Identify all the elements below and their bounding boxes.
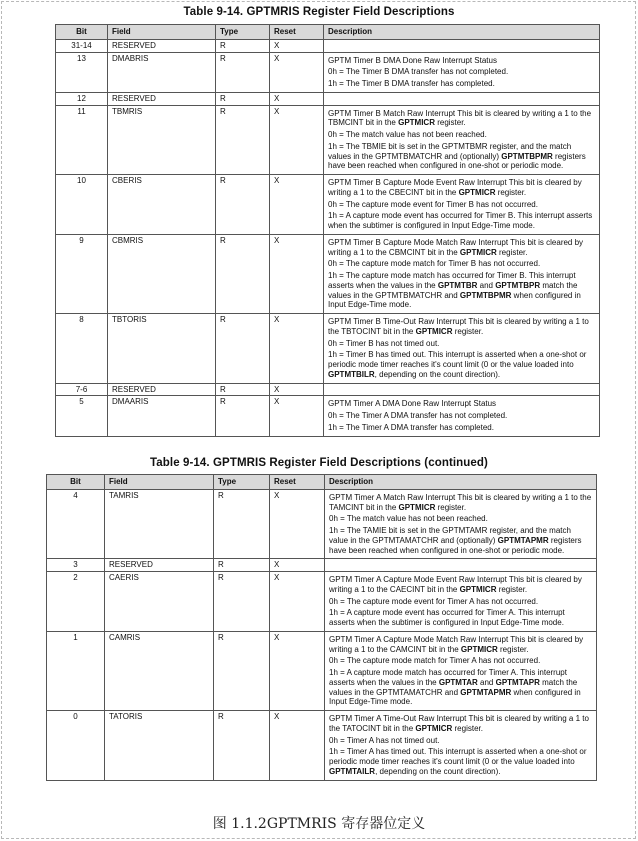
- register-table: [55, 24, 600, 437]
- register-name: GPTMTBR: [437, 280, 478, 290]
- register-name: GPTMTAPMR: [460, 687, 512, 697]
- cell-description: [324, 92, 600, 105]
- cell-bit: 13: [56, 52, 108, 92]
- cell-field: TATORIS: [105, 711, 214, 781]
- description-text: register.: [434, 118, 466, 128]
- cell-description: [325, 711, 597, 781]
- cell-bit: 8: [56, 314, 108, 384]
- cell-description: [324, 39, 600, 52]
- description-text: match the values in the GPTMTBMATCHR and: [328, 280, 578, 300]
- description-line: [328, 211, 595, 231]
- table-row: [56, 92, 600, 105]
- cell-type: R: [214, 572, 270, 632]
- cell-type: R: [216, 314, 270, 384]
- cell-field: CBMRIS: [108, 234, 216, 313]
- cell-type: R: [216, 383, 270, 396]
- description-line: [328, 259, 595, 269]
- cell-reset: X: [270, 559, 325, 572]
- cell-reset: X: [270, 52, 324, 92]
- description-text: register.: [496, 584, 528, 594]
- cell-bit: 2: [47, 572, 105, 632]
- table-row: [56, 52, 600, 92]
- register-name: GPTMTBPMR: [501, 151, 553, 161]
- cell-field: DMAARIS: [108, 396, 216, 436]
- header-type: Type: [216, 25, 270, 40]
- table-row: [56, 175, 600, 235]
- description-text: match the values in the GPTMTAMATCHR and: [329, 677, 578, 697]
- description-text: 1h = The capture mode match has occurred for Timer B. This interrupt asserts when the values in the: [328, 271, 576, 290]
- description-line: [328, 411, 595, 421]
- description-line: [329, 526, 592, 555]
- table-header-row: [47, 475, 597, 490]
- cell-field: CAERIS: [105, 572, 214, 632]
- description-text: register.: [435, 502, 467, 512]
- description-line: [329, 493, 592, 513]
- cell-description: [325, 559, 597, 572]
- cell-reset: X: [270, 105, 324, 175]
- cell-field: TAMRIS: [105, 489, 214, 559]
- description-line: [329, 635, 592, 655]
- header-description: Description: [325, 475, 597, 490]
- description-line: [328, 423, 595, 433]
- table-title: Table 9-14. GPTMRIS Register Field Descriptions: [183, 6, 455, 18]
- header-bit: Bit: [56, 25, 108, 40]
- table-row: [47, 489, 597, 559]
- cell-description: [325, 572, 597, 632]
- description-line: [328, 56, 595, 66]
- description-text: 1h = Timer A has timed out. This interrupt is asserted when a one-shot or periodic mode timer reaches it's count limit (0 or the value loaded into: [329, 747, 587, 766]
- cell-reset: X: [270, 234, 324, 313]
- cell-type: R: [214, 489, 270, 559]
- table-row: [47, 559, 597, 572]
- description-text: GPTM Timer B Match Raw Interrupt This bit is cleared by writing a 1 to the TBMCINT bit in the: [328, 108, 592, 128]
- cell-reset: X: [270, 489, 325, 559]
- header-reset: Reset: [270, 25, 324, 40]
- description-text: 1h = Timer B has timed out. This interrupt is asserted when a one-shot or periodic mode timer reaches it's count limit (0 or the value loaded into: [328, 350, 587, 369]
- description-text: 1h = A capture mode event has occurred for Timer A. This interrupt asserts when the subtimer is configured in Input Edge-Time mode.: [329, 608, 565, 627]
- register-name: GPTMICR: [459, 584, 497, 594]
- cell-type: R: [216, 175, 270, 235]
- cell-bit: 10: [56, 175, 108, 235]
- table-row: [56, 396, 600, 436]
- description-line: [328, 79, 595, 89]
- cell-bit: 12: [56, 92, 108, 105]
- cell-type: R: [214, 711, 270, 781]
- cell-description: [324, 396, 600, 436]
- header-field: Field: [105, 475, 214, 490]
- cell-field: CAMRIS: [105, 631, 214, 710]
- description-text: GPTM Timer B Time-Out Raw Interrupt This bit is cleared by writing a 1 to the TBTOCINT bit in the: [328, 317, 589, 336]
- header-type: Type: [214, 475, 270, 490]
- cell-reset: X: [270, 396, 324, 436]
- cell-field: RESERVED: [108, 39, 216, 52]
- header-field: Field: [108, 25, 216, 40]
- register-name: GPTMICR: [398, 118, 435, 128]
- description-line: [329, 714, 592, 734]
- figure-caption: 图 1.1.2GPTMRIS 寄存器位定义: [212, 816, 426, 832]
- cell-reset: X: [270, 39, 324, 52]
- cell-field: RESERVED: [108, 383, 216, 396]
- description-text: GPTM Timer A Match Raw Interrupt This bit is cleared by writing a 1 to the TAMCINT bit in the: [329, 492, 592, 512]
- cell-bit: 7-6: [56, 383, 108, 396]
- header-description: Description: [324, 25, 600, 40]
- register-name: GPTMTAPR: [495, 677, 540, 687]
- register-name: GPTMTAPMR: [497, 535, 549, 545]
- description-text: register.: [452, 326, 484, 336]
- description-text: 1h = The TAMIE bit is set in the GPTMTAMR register, and the match value in the GPTMTAMATCHR and (optionally): [329, 526, 571, 545]
- register-name: GPTMICR: [398, 502, 436, 512]
- table-row: [47, 711, 597, 781]
- cell-description: [325, 631, 597, 710]
- description-line: [328, 142, 595, 171]
- description-text: 0h = The match value has not been reached.: [329, 514, 488, 524]
- table-row: [56, 105, 600, 175]
- register-name: GPTMTBILR: [328, 369, 375, 379]
- description-line: [328, 67, 595, 77]
- description-text: GPTM Timer A Time-Out Raw Interrupt This bit is cleared by writing a 1 to the TATOCINT bit in the: [329, 714, 589, 733]
- description-text: GPTM Timer A Capture Mode Event Raw Interrupt This bit is cleared by writing a 1 to the CAECINT bit in the: [329, 575, 582, 594]
- description-line: [328, 178, 595, 198]
- description-text: 0h = Timer B has not timed out.: [328, 338, 440, 348]
- cell-bit: 9: [56, 234, 108, 313]
- table-row: [56, 39, 600, 52]
- cell-description: [324, 383, 600, 396]
- description-text: GPTM Timer A DMA Done Raw Interrupt Status: [328, 399, 497, 409]
- cell-field: TBMRIS: [108, 105, 216, 175]
- cell-reset: X: [270, 383, 324, 396]
- description-text: GPTM Timer A Capture Mode Match Raw Interrupt This bit is cleared by writing a 1 to the CAMCINT bit in the: [329, 634, 584, 654]
- cell-description: [324, 52, 600, 92]
- cell-field: TBTORIS: [108, 314, 216, 384]
- cell-description: [324, 314, 600, 384]
- description-text: GPTM Timer B DMA Done Raw Interrupt Status: [328, 55, 497, 65]
- cell-type: R: [214, 631, 270, 710]
- description-line: [329, 514, 592, 524]
- description-text: register.: [497, 644, 529, 654]
- cell-type: R: [214, 559, 270, 572]
- description-text: 1h = The Timer A DMA transfer has completed.: [328, 422, 494, 432]
- description-line: [329, 597, 592, 607]
- cell-description: [324, 234, 600, 313]
- description-line: [328, 350, 595, 379]
- cell-reset: X: [270, 711, 325, 781]
- description-text: 1h = A capture mode match has occurred for Timer A. This interrupt asserts when the values in the: [329, 668, 567, 687]
- description-line: [328, 130, 595, 140]
- table-row: [47, 631, 597, 710]
- cell-bit: 11: [56, 105, 108, 175]
- description-line: [328, 109, 595, 129]
- register-name: GPTMICR: [415, 326, 453, 336]
- description-text: 1h = A capture mode event has occurred for Timer B. This interrupt asserts when the subtimer is configured in Input Edge-Time mode.: [328, 211, 593, 230]
- register-name: GPTMTAILR: [329, 766, 376, 776]
- description-text: registers have been reached when configured in one-shot or periodic mode.: [328, 151, 586, 171]
- table-body: [47, 489, 597, 780]
- table-title-continued: Table 9-14. GPTMRIS Register Field Descriptions (continued): [150, 457, 488, 469]
- description-text: GPTM Timer B Capture Mode Match Raw Interrupt This bit is cleared by writing a 1 to the CBMCINT bit in the: [328, 237, 584, 257]
- register-table-continued: [46, 474, 597, 781]
- description-text: and: [477, 280, 496, 290]
- header-reset: Reset: [270, 475, 325, 490]
- description-line: [328, 271, 595, 310]
- cell-type: R: [216, 39, 270, 52]
- description-text: 0h = The capture mode match for Timer A has not occurred.: [329, 656, 541, 666]
- description-line: [328, 399, 595, 409]
- description-text: 1h = The TBMIE bit is set in the GPTMTBMR register, and the match values in the GPTMTBMATCHR and (optionally): [328, 141, 572, 161]
- table-row: [47, 572, 597, 632]
- description-line: [328, 200, 595, 210]
- table-header-row: [56, 25, 600, 40]
- register-name: GPTMICR: [458, 187, 496, 197]
- cell-type: R: [216, 92, 270, 105]
- cell-bit: 0: [47, 711, 105, 781]
- description-text: 0h = The Timer A DMA transfer has not completed.: [328, 411, 508, 420]
- description-text: when configured in Input Edge-Time mode.: [328, 290, 581, 310]
- cell-reset: X: [270, 631, 325, 710]
- description-text: registers have been reached when configured in one-shot or periodic mode.: [329, 535, 582, 555]
- description-text: register.: [496, 247, 528, 257]
- description-line: [329, 575, 592, 595]
- cell-type: R: [216, 52, 270, 92]
- cell-type: R: [216, 234, 270, 313]
- cell-field: RESERVED: [105, 559, 214, 572]
- register-name: GPTMTAR: [438, 677, 478, 687]
- description-text: 0h = The capture mode event for Timer B has not occurred.: [328, 199, 538, 209]
- register-name: GPTMTBPMR: [459, 290, 512, 300]
- table-body: [56, 39, 600, 436]
- description-line: [328, 317, 595, 337]
- cell-type: R: [216, 105, 270, 175]
- description-text: 0h = Timer A has not timed out.: [329, 735, 440, 745]
- description-line: [328, 238, 595, 258]
- table-row: [56, 314, 600, 384]
- description-text: GPTM Timer B Capture Mode Event Raw Interrupt This bit is cleared by writing a 1 to the CBECINT bit in the: [328, 178, 582, 197]
- cell-bit: 1: [47, 631, 105, 710]
- description-text: , depending on the count direction).: [375, 766, 501, 776]
- description-text: , depending on the count direction).: [374, 369, 501, 379]
- cell-reset: X: [270, 175, 324, 235]
- cell-type: R: [216, 396, 270, 436]
- description-line: [328, 339, 595, 349]
- description-line: [329, 747, 592, 776]
- description-text: 0h = The Timer B DMA transfer has not completed.: [328, 67, 509, 77]
- description-text: 0h = The capture mode match for Timer B has not occurred.: [328, 259, 541, 269]
- description-text: when configured in Input Edge-Time mode.: [329, 687, 581, 707]
- cell-field: RESERVED: [108, 92, 216, 105]
- description-line: [329, 736, 592, 746]
- register-name: GPTMTBPR: [495, 280, 541, 290]
- register-name: GPTMICR: [415, 723, 453, 733]
- cell-reset: X: [270, 92, 324, 105]
- cell-bit: 31-14: [56, 39, 108, 52]
- cell-field: CBERIS: [108, 175, 216, 235]
- description-line: [329, 656, 592, 666]
- cell-bit: 5: [56, 396, 108, 436]
- description-text: register.: [452, 723, 483, 733]
- cell-bit: 4: [47, 489, 105, 559]
- cell-description: [324, 105, 600, 175]
- register-name: GPTMICR: [459, 247, 497, 257]
- cell-field: DMABRIS: [108, 52, 216, 92]
- cell-bit: 3: [47, 559, 105, 572]
- description-text: 0h = The capture mode event for Timer A has not occurred.: [329, 596, 539, 606]
- description-line: [329, 608, 592, 628]
- register-name: GPTMICR: [460, 644, 498, 654]
- cell-description: [325, 489, 597, 559]
- description-text: 1h = The Timer B DMA transfer has completed.: [328, 79, 495, 88]
- cell-description: [324, 175, 600, 235]
- header-bit: Bit: [47, 475, 105, 490]
- table-row: [56, 234, 600, 313]
- cell-reset: X: [270, 572, 325, 632]
- description-line: [329, 668, 592, 707]
- description-text: 0h = The match value has not been reached.: [328, 130, 487, 139]
- cell-reset: X: [270, 314, 324, 384]
- table-row: [56, 383, 600, 396]
- description-text: register.: [495, 187, 527, 197]
- description-text: and: [477, 677, 496, 687]
